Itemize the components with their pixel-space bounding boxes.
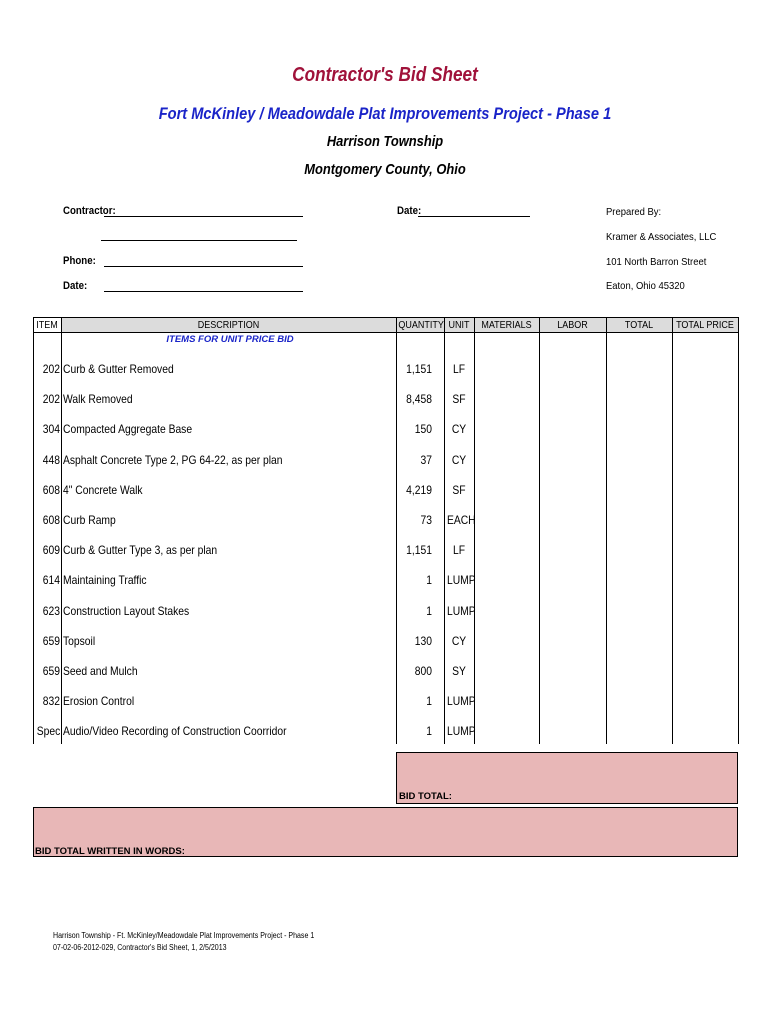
table-row-item: 608 bbox=[42, 483, 60, 497]
table-row-labor-cell[interactable] bbox=[539, 597, 606, 625]
table-row-unit: LF bbox=[452, 362, 466, 376]
table-row-quantity: 37 bbox=[420, 453, 432, 467]
col-line bbox=[444, 317, 445, 744]
table-row-quantity: 1 bbox=[426, 694, 432, 708]
table-row-materials-cell[interactable] bbox=[474, 355, 539, 383]
contractor-field-line2[interactable] bbox=[101, 240, 297, 241]
unit-price-subheader: ITEMS FOR UNIT PRICE BID bbox=[166, 334, 294, 345]
table-row-materials-cell[interactable] bbox=[474, 415, 539, 443]
footer-line-2: 07-02-06-2012-029, Contractor's Bid Sheet, 1, 2/5/2013 bbox=[53, 943, 227, 952]
table-row-description: Maintaining Traffic bbox=[63, 573, 147, 587]
table-row-unit: LUMP bbox=[446, 724, 476, 738]
table-row-unit: LUMP bbox=[446, 573, 476, 587]
prepared-street: 101 North Barron Street bbox=[606, 256, 707, 268]
table-row-total-cell[interactable] bbox=[606, 687, 672, 715]
table-top-border bbox=[33, 317, 738, 318]
table-row-quantity: 1,151 bbox=[406, 362, 432, 376]
table-row-materials-cell[interactable] bbox=[474, 627, 539, 655]
header-total: TOTAL bbox=[624, 320, 654, 331]
table-row-total-price-cell[interactable] bbox=[672, 536, 738, 564]
table-row-total-cell[interactable] bbox=[606, 657, 672, 685]
table-row-description: Audio/Video Recording of Construction Coorridor bbox=[63, 724, 287, 738]
table-row-description: Walk Removed bbox=[63, 392, 133, 406]
table-row-total-cell[interactable] bbox=[606, 717, 672, 745]
table-row-unit: SF bbox=[452, 483, 466, 497]
table-row-materials-cell[interactable] bbox=[474, 506, 539, 534]
table-row-materials-cell[interactable] bbox=[474, 687, 539, 715]
table-row-labor-cell[interactable] bbox=[539, 506, 606, 534]
table-row-total-price-cell[interactable] bbox=[672, 385, 738, 413]
prepared-by-label: Prepared By: bbox=[606, 206, 662, 218]
header-quantity: QUANTITY bbox=[398, 320, 444, 331]
table-row-unit: EACH bbox=[446, 513, 476, 527]
table-row-quantity: 4,219 bbox=[406, 483, 432, 497]
table-row-materials-cell[interactable] bbox=[474, 597, 539, 625]
table-row-total-price-cell[interactable] bbox=[672, 717, 738, 745]
table-row-item: 608 bbox=[42, 513, 60, 527]
table-header-border bbox=[33, 332, 738, 333]
table-row-description: Construction Layout Stakes bbox=[63, 604, 190, 618]
header-materials: MATERIALS bbox=[481, 320, 532, 331]
table-row-total-price-cell[interactable] bbox=[672, 476, 738, 504]
table-row-total-cell[interactable] bbox=[606, 627, 672, 655]
table-row-unit: CY bbox=[451, 453, 467, 467]
table-row-total-price-cell[interactable] bbox=[672, 687, 738, 715]
project-title: Fort McKinley / Meadowdale Plat Improvements Project - Phase 1 bbox=[158, 104, 612, 123]
table-row-materials-cell[interactable] bbox=[474, 385, 539, 413]
table-row-item: 202 bbox=[42, 362, 60, 376]
table-row-labor-cell[interactable] bbox=[539, 627, 606, 655]
header-total-price: TOTAL PRICE bbox=[676, 320, 734, 331]
table-row-description: Asphalt Concrete Type 2, PG 64-22, as per plan bbox=[63, 453, 283, 467]
table-row-description: Seed and Mulch bbox=[63, 664, 138, 678]
table-row-quantity: 800 bbox=[414, 664, 432, 678]
table-row-total-cell[interactable] bbox=[606, 446, 672, 474]
table-row-unit: LUMP bbox=[446, 604, 476, 618]
table-row-item: 202 bbox=[42, 392, 60, 406]
table-row-unit: SY bbox=[452, 664, 466, 678]
table-row-item: 448 bbox=[42, 453, 60, 467]
table-row-item: 659 bbox=[42, 664, 60, 678]
table-row-total-cell[interactable] bbox=[606, 385, 672, 413]
table-row-quantity: 1,151 bbox=[406, 543, 432, 557]
table-row-materials-cell[interactable] bbox=[474, 536, 539, 564]
table-row-labor-cell[interactable] bbox=[539, 657, 606, 685]
date2-label: Date: bbox=[63, 280, 88, 292]
col-line bbox=[61, 317, 62, 744]
table-row-labor-cell[interactable] bbox=[539, 385, 606, 413]
table-row-total-cell[interactable] bbox=[606, 415, 672, 443]
table-row-total-cell[interactable] bbox=[606, 566, 672, 594]
table-row-quantity: 130 bbox=[414, 634, 432, 648]
table-row-materials-cell[interactable] bbox=[474, 657, 539, 685]
table-row-total-cell[interactable] bbox=[606, 506, 672, 534]
table-row-unit: CY bbox=[451, 634, 467, 648]
table-row-quantity: 1 bbox=[426, 724, 432, 738]
table-row-total-price-cell[interactable] bbox=[672, 415, 738, 443]
table-row-description: Curb & Gutter Removed bbox=[63, 362, 174, 376]
table-row-description: Topsoil bbox=[63, 634, 96, 648]
table-row-description: Compacted Aggregate Base bbox=[63, 422, 193, 436]
table-row-labor-cell[interactable] bbox=[539, 446, 606, 474]
table-row-total-cell[interactable] bbox=[606, 536, 672, 564]
table-row-unit: LUMP bbox=[446, 694, 476, 708]
table-row-total-cell[interactable] bbox=[606, 597, 672, 625]
table-row-quantity: 8,458 bbox=[406, 392, 432, 406]
table-row-total-cell[interactable] bbox=[606, 476, 672, 504]
phone-label: Phone: bbox=[63, 255, 96, 267]
table-row-labor-cell[interactable] bbox=[539, 536, 606, 564]
contractor-field[interactable] bbox=[104, 216, 303, 217]
prepared-city: Eaton, Ohio 45320 bbox=[606, 280, 685, 292]
table-row-labor-cell[interactable] bbox=[539, 355, 606, 383]
table-row-total-price-cell[interactable] bbox=[672, 355, 738, 383]
table-row-quantity: 1 bbox=[426, 573, 432, 587]
table-row-description: Erosion Control bbox=[63, 694, 135, 708]
table-row-quantity: 73 bbox=[420, 513, 432, 527]
table-row-materials-cell[interactable] bbox=[474, 717, 539, 745]
footer-line-1: Harrison Township - Ft. McKinley/Meadowdale Plat Improvements Project - Phase 1 bbox=[53, 931, 315, 940]
table-row-total-price-cell[interactable] bbox=[672, 597, 738, 625]
col-line bbox=[396, 317, 397, 744]
header-labor: LABOR bbox=[557, 320, 588, 331]
header-unit: UNIT bbox=[448, 320, 470, 331]
bid-total-label: BID TOTAL: bbox=[399, 791, 452, 802]
contractor-label: Contractor: bbox=[63, 205, 116, 217]
table-row-labor-cell[interactable] bbox=[539, 717, 606, 745]
sheet-title: Contractor's Bid Sheet bbox=[292, 64, 478, 86]
table-row-labor-cell[interactable] bbox=[539, 566, 606, 594]
table-row-item: 304 bbox=[42, 422, 60, 436]
table-row-materials-cell[interactable] bbox=[474, 476, 539, 504]
header-item: ITEM bbox=[36, 320, 58, 331]
date-label: Date: bbox=[397, 205, 422, 217]
table-row-labor-cell[interactable] bbox=[539, 687, 606, 715]
header-description: DESCRIPTION bbox=[197, 320, 260, 331]
col-line bbox=[738, 317, 739, 744]
table-row-description: Curb & Gutter Type 3, as per plan bbox=[63, 543, 218, 557]
table-row-labor-cell[interactable] bbox=[539, 476, 606, 504]
table-row-unit: LF bbox=[452, 543, 466, 557]
table-row-unit: CY bbox=[451, 422, 467, 436]
table-row-unit: SF bbox=[452, 392, 466, 406]
date-field[interactable] bbox=[418, 216, 530, 217]
table-row-total-price-cell[interactable] bbox=[672, 566, 738, 594]
table-row-item: 623 bbox=[42, 604, 60, 618]
township-name: Harrison Township bbox=[326, 133, 444, 150]
table-row-total-price-cell[interactable] bbox=[672, 627, 738, 655]
bid-words-label: BID TOTAL WRITTEN IN WORDS: bbox=[35, 846, 185, 857]
table-row-total-price-cell[interactable] bbox=[672, 446, 738, 474]
prepared-firm: Kramer & Associates, LLC bbox=[606, 231, 717, 243]
table-row-item: 609 bbox=[42, 543, 60, 557]
table-row-materials-cell[interactable] bbox=[474, 566, 539, 594]
table-row-item: 832 bbox=[42, 694, 60, 708]
table-row-materials-cell[interactable] bbox=[474, 446, 539, 474]
table-row-item: 659 bbox=[42, 634, 60, 648]
county-name: Montgomery County, Ohio bbox=[304, 161, 466, 178]
table-row-quantity: 150 bbox=[414, 422, 432, 436]
table-row-description: 4" Concrete Walk bbox=[63, 483, 143, 497]
col-line bbox=[33, 317, 34, 744]
table-row-quantity: 1 bbox=[426, 604, 432, 618]
date2-field[interactable] bbox=[104, 291, 303, 292]
table-row-description: Curb Ramp bbox=[63, 513, 116, 527]
table-row-total-price-cell[interactable] bbox=[672, 506, 738, 534]
table-row-item: Spec bbox=[36, 724, 61, 738]
phone-field[interactable] bbox=[104, 266, 303, 267]
table-row-total-cell[interactable] bbox=[606, 355, 672, 383]
table-row-labor-cell[interactable] bbox=[539, 415, 606, 443]
table-row-item: 614 bbox=[42, 573, 60, 587]
table-row-total-price-cell[interactable] bbox=[672, 657, 738, 685]
